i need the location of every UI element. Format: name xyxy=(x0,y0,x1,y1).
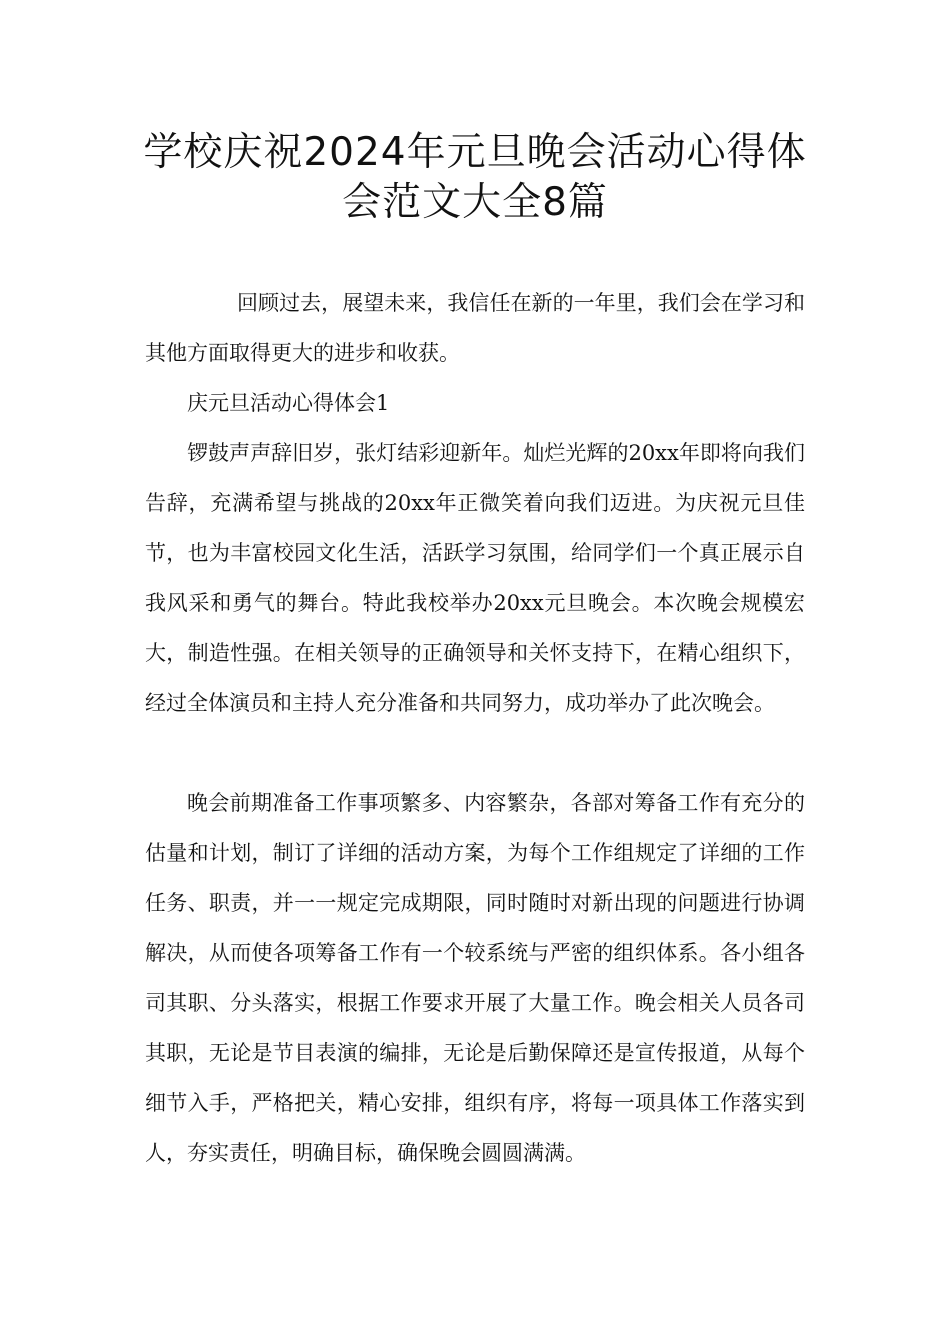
title-line-1: 学校庆祝2024年元旦晚会活动心得体 xyxy=(143,130,807,175)
intro-paragraph: 回顾过去，展望未来，我信任在新的一年里，我们会在学习和其他方面取得更大的进步和收获。 xyxy=(145,291,805,365)
body-paragraph-2: 晚会前期准备工作事项繁多、内容繁杂，各部对筹备工作有充分的估量和计划，制订了详细的活动方案，为每个工作组规定了详细的工作任务、职责，并一一规定完成期限，同时随时对新出现的问题进行协调解决，从而使各项筹备工作有一个较系统与严密的组织体系。各小组各司其职、分头落实，根据工作要求开展了大量工作。晚会相关人员各司其职，无论是节目表演的编排，无论是后勤保障还是宣传报道，从每个细节入手，严格把关，精心安排，组织有序，将每一项具体工作落实到人，夯实责任，明确目标，确保晚会圆圆满满。 xyxy=(145,791,805,1165)
body-paragraph-1: 锣鼓声声辞旧岁，张灯结彩迎新年。灿烂光辉的20xx年即将向我们告辞，充满希望与挑战的20xx年正微笑着向我们迈进。为庆祝元旦佳节，也为丰富校园文化生活，活跃学习氛围，给同学们一个真正展示自我风采和勇气的舞台。特此我校举办20xx元旦晚会。本次晚会规模宏大，制造性强。在相关领导的正确领导和关怀支持下，在精心组织下，经过全体演员和主持人充分准备和共同努力，成功举办了此次晚会。 xyxy=(145,441,805,715)
title-line-2: 会范文大全8篇 xyxy=(342,180,608,225)
section-heading: 庆元旦活动心得体会1 xyxy=(187,391,390,415)
document-title xyxy=(120,128,830,228)
